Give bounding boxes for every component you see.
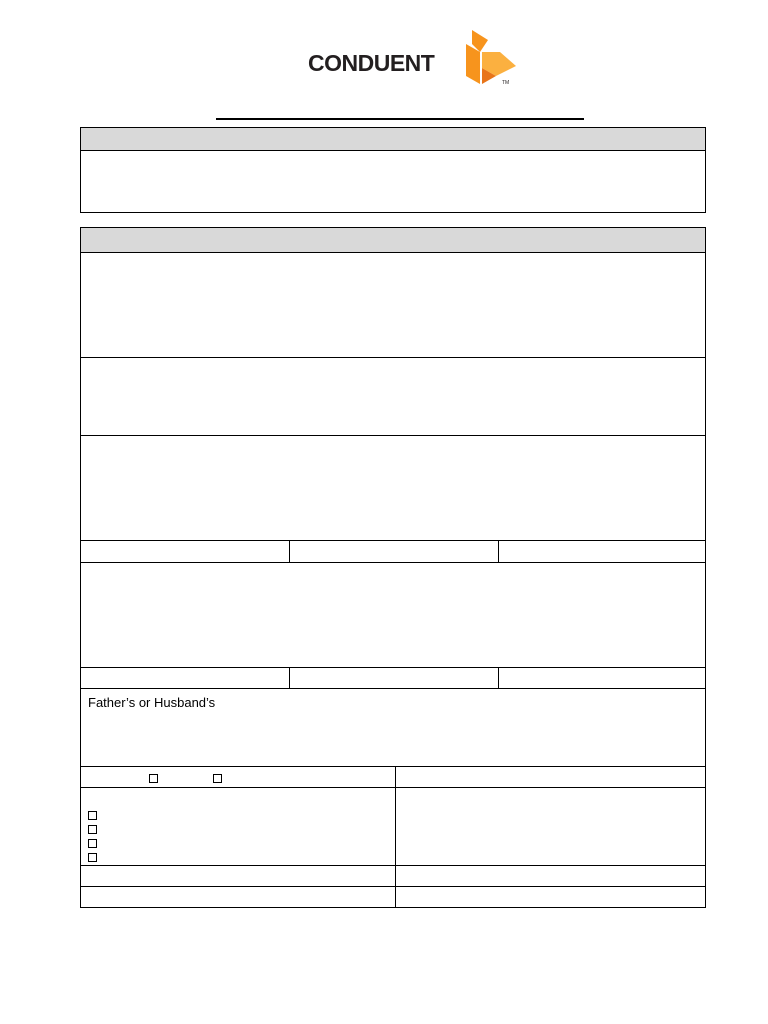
three-column-row-2 — [81, 668, 705, 689]
fathers-or-husbands-label: Father’s or Husband’s — [88, 695, 216, 710]
row6-right-field[interactable] — [396, 887, 705, 907]
row5-right-field[interactable] — [396, 866, 705, 886]
row3-left-field — [81, 767, 396, 787]
row1-col3-field[interactable] — [499, 541, 705, 562]
checkbox-item-3[interactable] — [88, 839, 97, 848]
fathers-or-husbands-field[interactable] — [81, 689, 705, 767]
conduent-logo — [308, 30, 520, 88]
two-column-row-3 — [81, 866, 705, 887]
two-column-row-1 — [81, 767, 705, 788]
row2-col2-field[interactable] — [290, 668, 499, 688]
checkbox-item-4[interactable] — [88, 853, 97, 862]
row4-right-field[interactable] — [396, 788, 705, 865]
row1-col2-field[interactable] — [290, 541, 499, 562]
section-1-header — [81, 128, 705, 151]
field-block-1[interactable] — [81, 253, 705, 358]
field-block-4[interactable] — [81, 563, 705, 668]
checkbox-item-1[interactable] — [88, 811, 97, 820]
trademark-symbol: TM — [502, 80, 510, 86]
brand-wordmark: CONDUENT — [308, 50, 435, 76]
checkbox-option-b[interactable] — [213, 774, 222, 783]
three-column-row-1 — [81, 541, 705, 563]
section-1 — [80, 127, 706, 213]
checkbox-list-cell — [81, 788, 396, 865]
checkbox-item-2[interactable] — [88, 825, 97, 834]
field-block-3[interactable] — [81, 436, 705, 541]
row1-col1-field[interactable] — [81, 541, 290, 562]
row2-col1-field[interactable] — [81, 668, 290, 688]
checkbox-option-a[interactable] — [149, 774, 158, 783]
two-column-row-4 — [81, 887, 705, 907]
two-column-row-2 — [81, 788, 705, 866]
section-1-field[interactable] — [81, 151, 705, 212]
conduent-mark-icon — [460, 30, 518, 88]
field-block-2[interactable] — [81, 358, 705, 436]
row5-left-field[interactable] — [81, 866, 396, 886]
form-title-underline — [216, 118, 584, 120]
row6-left-field[interactable] — [81, 887, 396, 907]
row2-col3-field[interactable] — [499, 668, 705, 688]
row3-right-field[interactable] — [396, 767, 705, 787]
section-2-header — [81, 228, 705, 253]
section-2 — [80, 227, 706, 908]
